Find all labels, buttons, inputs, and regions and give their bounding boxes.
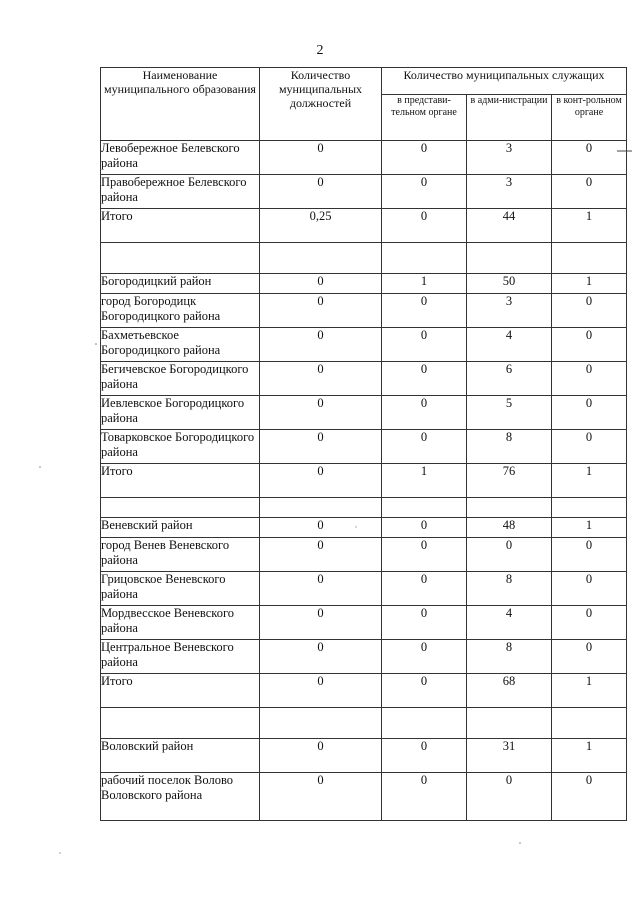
row-representative: 0 bbox=[382, 430, 467, 464]
row-positions: 0 bbox=[260, 518, 382, 538]
row-administration: 8 bbox=[467, 640, 552, 674]
header-administration: в адми-нистрации bbox=[467, 95, 552, 141]
row-control: 0 bbox=[552, 640, 627, 674]
table-row bbox=[101, 362, 627, 396]
table-row bbox=[101, 606, 627, 640]
table-row bbox=[101, 430, 627, 464]
row-administration: 6 bbox=[467, 362, 552, 396]
row-administration: 4 bbox=[467, 606, 552, 640]
row-name: город Богородицк Богородицкого района bbox=[101, 294, 260, 328]
table-row bbox=[101, 739, 627, 773]
row-control: 0 bbox=[552, 396, 627, 430]
row-control: 0 bbox=[552, 294, 627, 328]
row-administration: 8 bbox=[467, 572, 552, 606]
row-control: 0 bbox=[552, 175, 627, 209]
table-row bbox=[101, 518, 627, 538]
row-control: 0 bbox=[552, 328, 627, 362]
row-administration: 5 bbox=[467, 396, 552, 430]
row-representative: 0 bbox=[382, 362, 467, 396]
row-positions: 0 bbox=[260, 274, 382, 294]
row-name: Веневский район bbox=[101, 518, 260, 538]
row-representative: 0 bbox=[382, 739, 467, 773]
row-name: Центральное Веневского района bbox=[101, 640, 260, 674]
row-representative: 0 bbox=[382, 141, 467, 175]
table-row bbox=[101, 141, 627, 175]
table-row bbox=[101, 274, 627, 294]
row-representative: 0 bbox=[382, 518, 467, 538]
row-administration: 3 bbox=[467, 175, 552, 209]
row-administration: 44 bbox=[467, 209, 552, 243]
row-representative: 0 bbox=[382, 175, 467, 209]
table-gap-row bbox=[101, 243, 627, 274]
row-control: 1 bbox=[552, 674, 627, 708]
row-administration: 3 bbox=[467, 141, 552, 175]
row-control: 1 bbox=[552, 739, 627, 773]
table-row bbox=[101, 572, 627, 606]
row-control: 0 bbox=[552, 362, 627, 396]
row-representative: 0 bbox=[382, 606, 467, 640]
row-name: Богородицкий район bbox=[101, 274, 260, 294]
header-representative: в представи-тельном органе bbox=[382, 95, 467, 141]
table-row-total bbox=[101, 674, 627, 708]
row-name: Правобережное Белевского района bbox=[101, 175, 260, 209]
row-representative: 0 bbox=[382, 640, 467, 674]
row-control: 0 bbox=[552, 572, 627, 606]
staff-table bbox=[100, 67, 627, 821]
row-positions: 0 bbox=[260, 175, 382, 209]
table-header-row bbox=[101, 68, 627, 95]
row-positions: 0 bbox=[260, 430, 382, 464]
table-row bbox=[101, 773, 627, 821]
row-name: Бахметьевское Богородицкого района bbox=[101, 328, 260, 362]
row-positions: 0,25 bbox=[260, 209, 382, 243]
row-positions: 0 bbox=[260, 773, 382, 821]
row-name: город Венев Веневского района bbox=[101, 538, 260, 572]
table-row-total bbox=[101, 209, 627, 243]
table-row bbox=[101, 396, 627, 430]
page-number: 2 bbox=[316, 43, 324, 58]
row-name: Итого bbox=[101, 674, 260, 708]
row-positions: 0 bbox=[260, 739, 382, 773]
row-administration: 48 bbox=[467, 518, 552, 538]
row-name: Воловский район bbox=[101, 739, 260, 773]
row-representative: 1 bbox=[382, 274, 467, 294]
row-positions: 0 bbox=[260, 396, 382, 430]
row-representative: 0 bbox=[382, 773, 467, 821]
row-administration: 0 bbox=[467, 773, 552, 821]
row-control: 0 bbox=[552, 606, 627, 640]
row-positions: 0 bbox=[260, 538, 382, 572]
row-positions: 0 bbox=[260, 294, 382, 328]
row-positions: 0 bbox=[260, 606, 382, 640]
row-administration: 68 bbox=[467, 674, 552, 708]
row-representative: 0 bbox=[382, 209, 467, 243]
table-row bbox=[101, 640, 627, 674]
row-representative: 0 bbox=[382, 674, 467, 708]
table-row bbox=[101, 538, 627, 572]
row-administration: 76 bbox=[467, 464, 552, 498]
row-control: 1 bbox=[552, 209, 627, 243]
row-name: Иевлевское Богородицкого района bbox=[101, 396, 260, 430]
row-name: Левобережное Белевского района bbox=[101, 141, 260, 175]
row-control: 1 bbox=[552, 274, 627, 294]
row-control: 0 bbox=[552, 773, 627, 821]
header-positions: Количество муниципальных должностей bbox=[260, 68, 382, 141]
row-control: 0 bbox=[552, 430, 627, 464]
table-row bbox=[101, 294, 627, 328]
row-positions: 0 bbox=[260, 674, 382, 708]
row-administration: 8 bbox=[467, 430, 552, 464]
row-administration: 3 bbox=[467, 294, 552, 328]
row-name: Итого bbox=[101, 209, 260, 243]
header-name: Наименование муниципального образования bbox=[101, 68, 260, 141]
row-name: Мордвесское Веневского района bbox=[101, 606, 260, 640]
row-control: 0 bbox=[552, 141, 627, 175]
header-control: в конт-рольном органе bbox=[552, 95, 627, 141]
row-positions: 0 bbox=[260, 464, 382, 498]
row-positions: 0 bbox=[260, 572, 382, 606]
table-gap-row bbox=[101, 498, 627, 518]
row-name: Грицовское Веневского района bbox=[101, 572, 260, 606]
row-representative: 0 bbox=[382, 572, 467, 606]
row-name: Товарковское Богородицкого района bbox=[101, 430, 260, 464]
row-control: 1 bbox=[552, 464, 627, 498]
row-representative: 0 bbox=[382, 538, 467, 572]
row-positions: 0 bbox=[260, 362, 382, 396]
header-servants: Количество муниципальных служащих bbox=[382, 68, 627, 95]
row-positions: 0 bbox=[260, 640, 382, 674]
row-name: рабочий поселок Волово Воловского района bbox=[101, 773, 260, 821]
row-control: 0 bbox=[552, 538, 627, 572]
table-row-total bbox=[101, 464, 627, 498]
table-gap-row bbox=[101, 708, 627, 739]
table-row bbox=[101, 328, 627, 362]
row-positions: 0 bbox=[260, 141, 382, 175]
row-positions: 0 bbox=[260, 328, 382, 362]
row-representative: 0 bbox=[382, 328, 467, 362]
row-representative: 0 bbox=[382, 396, 467, 430]
row-representative: 1 bbox=[382, 464, 467, 498]
table-row bbox=[101, 175, 627, 209]
row-administration: 4 bbox=[467, 328, 552, 362]
row-administration: 0 bbox=[467, 538, 552, 572]
row-name: Итого bbox=[101, 464, 260, 498]
row-control: 1 bbox=[552, 518, 627, 538]
row-administration: 31 bbox=[467, 739, 552, 773]
row-name: Бегичевское Богородицкого района bbox=[101, 362, 260, 396]
row-administration: 50 bbox=[467, 274, 552, 294]
row-representative: 0 bbox=[382, 294, 467, 328]
